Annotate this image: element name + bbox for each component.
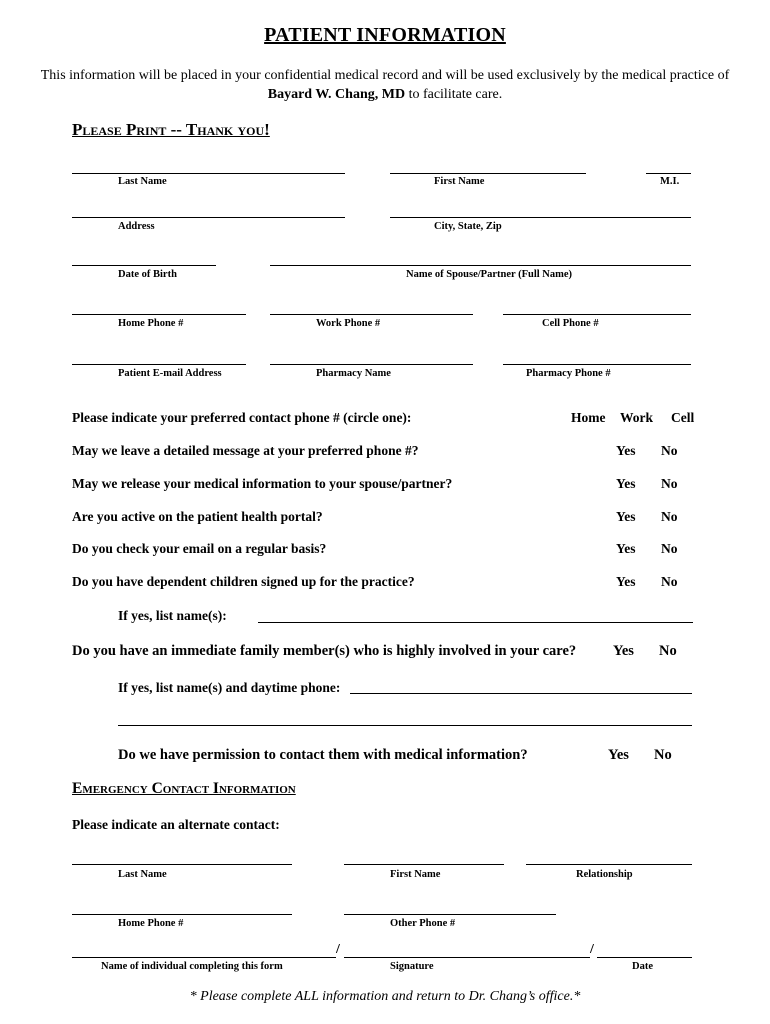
family-list-line[interactable] (350, 693, 692, 694)
emergency-heading: Emergency Contact Information (72, 780, 296, 797)
option-cell[interactable]: Cell (671, 410, 695, 425)
doctor-name: Bayard W. Chang, MD (267, 87, 406, 102)
family-member-no[interactable]: No (659, 643, 677, 659)
city-state-zip-line[interactable] (390, 217, 691, 218)
email-check-no[interactable]: No (661, 541, 678, 556)
emergency-last-name-line[interactable] (72, 864, 292, 865)
dob-label: Date of Birth (118, 269, 177, 280)
dependents-list-line[interactable] (258, 622, 693, 623)
email-line[interactable] (72, 364, 246, 365)
release-info-yes[interactable]: Yes (616, 476, 636, 491)
emergency-home-phone-label: Home Phone # (118, 918, 184, 929)
name-completing-line[interactable] (72, 957, 336, 958)
permission-yes[interactable]: Yes (608, 747, 629, 763)
work-phone-line[interactable] (270, 314, 473, 315)
page-title: PATIENT INFORMATION (264, 24, 506, 46)
family-list-line-2[interactable] (118, 725, 692, 726)
portal-yes[interactable]: Yes (616, 509, 636, 524)
pharmacy-phone-line[interactable] (503, 364, 691, 365)
release-info-no[interactable]: No (661, 476, 678, 491)
permission-no[interactable]: No (654, 747, 672, 763)
spouse-label: Name of Spouse/Partner (Full Name) (406, 269, 573, 280)
slash-2: / (590, 942, 594, 957)
emergency-relationship-label: Relationship (576, 869, 633, 880)
family-member-yes[interactable]: Yes (613, 643, 634, 659)
spouse-line[interactable] (270, 265, 691, 266)
first-name-line[interactable] (390, 173, 586, 174)
emergency-other-phone-line[interactable] (344, 914, 556, 915)
option-home[interactable]: Home (571, 410, 606, 425)
permission-question: Do we have permission to contact them with medical information? (118, 747, 528, 763)
city-state-zip-label: City, State, Zip (434, 221, 502, 232)
mi-line[interactable] (646, 173, 691, 174)
dependents-yes[interactable]: Yes (616, 574, 636, 589)
option-work[interactable]: Work (620, 410, 654, 425)
release-info-question: May we release your medical information to your spouse/partner? (72, 476, 453, 491)
emergency-relationship-line[interactable] (526, 864, 692, 865)
emergency-first-name-label: First Name (390, 869, 441, 880)
cell-phone-line[interactable] (503, 314, 691, 315)
portal-no[interactable]: No (661, 509, 678, 524)
alternate-contact-label: Please indicate an alternate contact: (72, 817, 280, 832)
signature-label: Signature (390, 961, 434, 972)
family-list-label: If yes, list name(s) and daytime phone: (118, 680, 341, 695)
intro-text-2: to facilitate care. (405, 87, 503, 102)
email-check-question: Do you check your email on a regular basis? (72, 541, 327, 556)
dob-line[interactable] (72, 265, 216, 266)
cell-phone-label: Cell Phone # (542, 318, 599, 329)
slash-1: / (336, 942, 340, 957)
last-name-label: Last Name (118, 176, 167, 187)
leave-message-no[interactable]: No (661, 443, 678, 458)
emergency-home-phone-line[interactable] (72, 914, 292, 915)
emergency-last-name-label: Last Name (118, 869, 167, 880)
home-phone-line[interactable] (72, 314, 246, 315)
portal-question: Are you active on the patient health portal? (72, 509, 323, 524)
email-check-yes[interactable]: Yes (616, 541, 636, 556)
emergency-other-phone-label: Other Phone # (390, 918, 456, 929)
emergency-first-name-line[interactable] (344, 864, 504, 865)
email-label: Patient E-mail Address (118, 368, 222, 379)
dependents-list-label: If yes, list name(s): (118, 608, 227, 623)
family-member-question: Do you have an immediate family member(s) who is highly involved in your care? (72, 643, 577, 659)
date-label: Date (632, 961, 653, 972)
footer-note: * Please complete ALL information and return to Dr. Chang’s office.* (189, 989, 581, 1004)
pharmacy-phone-label: Pharmacy Phone # (526, 368, 611, 379)
first-name-label: First Name (434, 176, 485, 187)
address-label: Address (118, 221, 155, 232)
name-completing-label: Name of individual completing this form (101, 961, 283, 972)
last-name-line[interactable] (72, 173, 345, 174)
date-line[interactable] (597, 957, 692, 958)
leave-message-yes[interactable]: Yes (616, 443, 636, 458)
pharmacy-name-line[interactable] (270, 364, 473, 365)
dependents-question: Do you have dependent children signed up for the practice? (72, 574, 415, 589)
home-phone-label: Home Phone # (118, 318, 184, 329)
work-phone-label: Work Phone # (316, 318, 381, 329)
contact-phone-question: Please indicate your preferred contact phone # (circle one): (72, 410, 412, 425)
intro-paragraph (40, 66, 730, 104)
dependents-no[interactable]: No (661, 574, 678, 589)
mi-label: M.I. (660, 176, 680, 187)
address-line[interactable] (72, 217, 345, 218)
signature-line[interactable] (344, 957, 590, 958)
intro-text-1: This information will be placed in your confidential medical record and will be used exclusively by the medical practice of (40, 68, 730, 83)
pharmacy-name-label: Pharmacy Name (316, 368, 391, 379)
please-print-heading: Please Print -- Thank you! (72, 120, 270, 139)
leave-message-question: May we leave a detailed message at your preferred phone #? (72, 443, 419, 458)
